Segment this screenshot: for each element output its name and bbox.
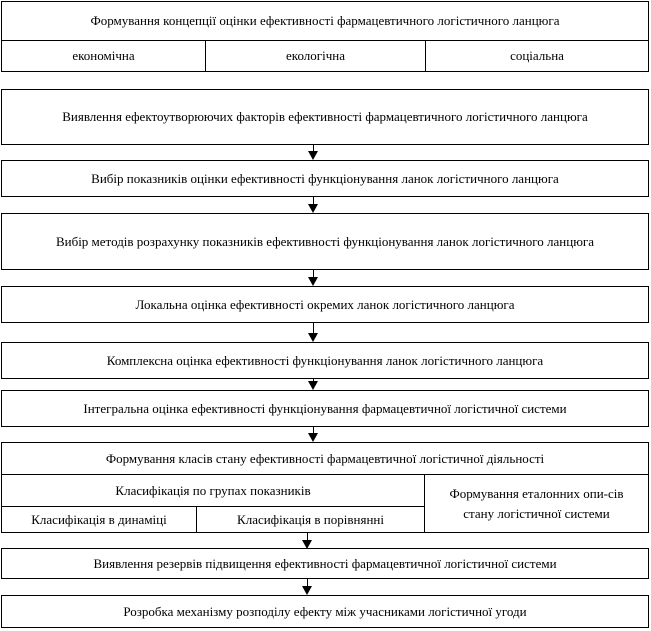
step-indicators-box: Вибір показників оцінки ефективності функціонування ланок логістичного ланцюга [1,160,649,197]
concept-title-box [1,1,649,41]
concept-cell-ecological: екологічна [205,40,426,72]
step-factors-box: Виявлення ефектоутворюючих факторів ефективності фармацевтичного логістичного ланцюга [1,89,649,145]
classification-comparison-box: Класифікація в порівнянні [196,506,425,533]
concept-title: Формування концепції оцінки ефективності фармацевтичного логістичного ланцюга [90,13,560,28]
step-complex-box: Комплексна оцінка ефективності функціонування ланок логістичного ланцюга [1,342,649,379]
step-distribution-box: Розробка механізму розподілу ефекту між учасниками логістичної угоди [1,595,649,628]
reference-descriptions-box: Формування еталонних опи-сів стану логістичної системи [424,474,649,533]
classes-title-box: Формування класів стану ефективності фармацевтичної логістичної діяльності [1,442,649,475]
step-methods-box: Вибір методів розрахунку показників ефективності функціонування ланок логістичного ланцюга [1,213,649,270]
step-local-box: Локальна оцінка ефективності окремих ланок логістичного ланцюга [1,286,649,323]
step-reserves-box: Виявлення резервів підвищення ефективності фармацевтичної логістичної системи [1,548,649,579]
classification-groups-box: Класифікація по групах показників [1,474,425,507]
concept-cell-social: соціальна [425,40,649,72]
classification-dynamics-box: Класифікація в динаміці [1,506,197,533]
concept-cell-economic: економічна [1,40,206,72]
step-integral-box: Інтегральна оцінка ефективності функціонування фармацевтичної логістичної системи [1,390,649,427]
